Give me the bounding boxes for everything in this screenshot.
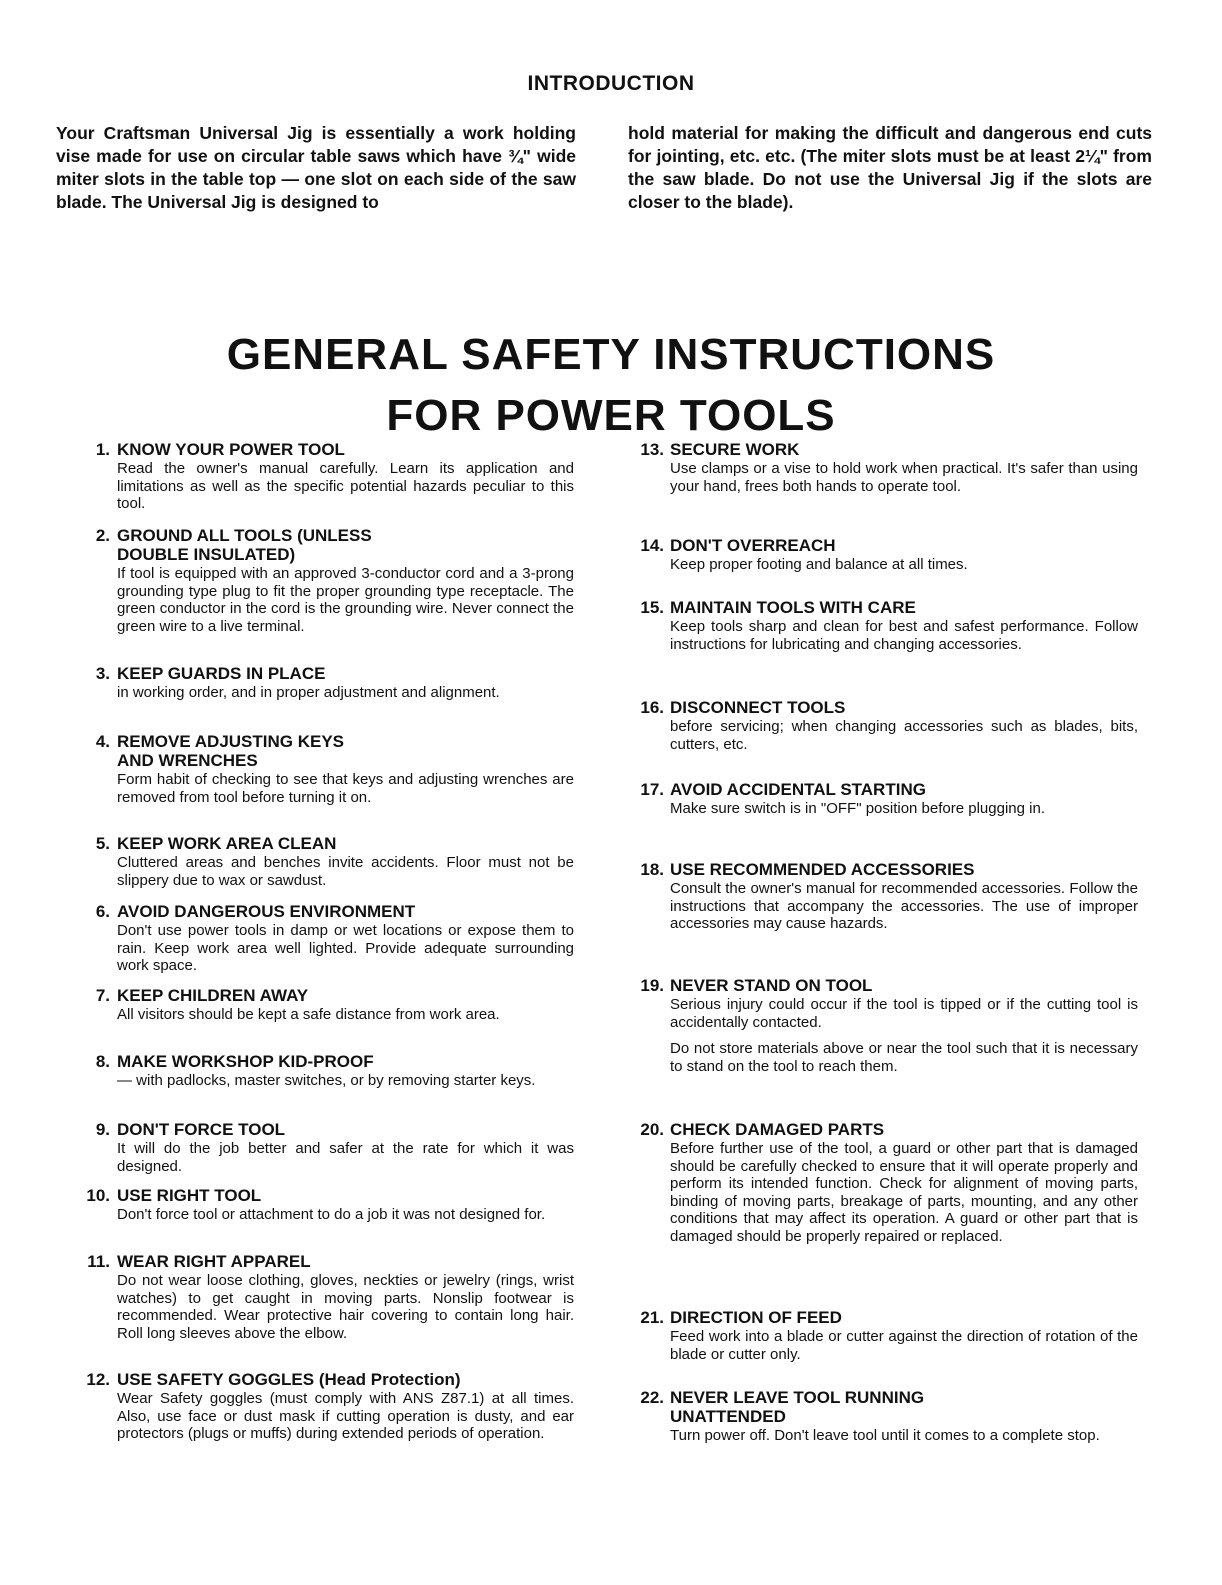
item-body: Use clamps or a vise to hold work when practical. It's safer than using your hand, frees both hands to operate tool. (670, 460, 1138, 495)
page-title-line-1: GENERAL SAFETY INSTRUCTIONS (226, 330, 996, 379)
item-heading: WEAR RIGHT APPAREL (117, 1252, 311, 1271)
item-heading: KEEP GUARDS IN PLACE (117, 664, 326, 683)
item-body: Read the owner's manual carefully. Learn its application and limitations as well as the specific potential hazards peculiar to this tool. (117, 460, 574, 512)
safety-item (628, 1120, 1138, 1245)
intro-title: INTRODUCTION (527, 72, 695, 95)
item-body: All visitors should be kept a safe distance from work area. (117, 1006, 500, 1023)
item-heading: AVOID ACCIDENTAL STARTING (670, 780, 926, 799)
safety-item (78, 1052, 574, 1090)
item-heading: NEVER LEAVE TOOL RUNNING UNATTENDED (670, 1388, 925, 1426)
safety-item (78, 664, 574, 702)
item-number: 18. (640, 860, 664, 879)
safety-item (628, 780, 1138, 818)
item-number: 1. (95, 440, 110, 459)
item-heading: USE SAFETY GOGGLES (Head Protection) (117, 1370, 461, 1389)
item-heading: DISCONNECT TOOLS (670, 698, 846, 717)
safety-item (628, 860, 1138, 933)
item-body: Serious injury could occur if the tool is tipped or if the cutting tool is accidentally contacted. (670, 996, 1138, 1031)
safety-item (628, 598, 1138, 653)
item-heading: KEEP WORK AREA CLEAN (117, 834, 337, 853)
safety-item (78, 1186, 574, 1224)
item-number: 21. (640, 1308, 664, 1327)
safety-item (78, 1370, 574, 1443)
item-heading: MAKE WORKSHOP KID-PROOF (117, 1052, 374, 1071)
item-number: 11. (87, 1252, 110, 1271)
safety-item (78, 1120, 574, 1175)
safety-item (78, 526, 574, 635)
item-number: 9. (95, 1120, 110, 1139)
item-heading: DON'T FORCE TOOL (117, 1120, 286, 1139)
safety-item (78, 440, 574, 513)
safety-item (628, 536, 1138, 574)
item-number: 14. (640, 536, 664, 555)
item-heading: AVOID DANGEROUS ENVIRONMENT (117, 902, 416, 921)
item-body: Don't use power tools in damp or wet locations or expose them to rain. Keep work area well lighted. Provide adequate surrounding work space. (117, 922, 574, 974)
item-body: Make sure switch is in "OFF" position before plugging in. (670, 800, 1045, 817)
intro-right-part-1: hold material for making the difficult and dangerous end cuts for jointing, etc. etc. (The miter slots must be at least 2¼" from the saw blade. (628, 123, 1152, 189)
item-number: 4. (95, 732, 110, 751)
item-body: Before further use of the tool, a guard or other part that is damaged should be carefully checked to ensure that it will operate properly and perform its intended function. Check for alignment of moving parts, binding of moving parts, breakage of parts, mounting, and any other conditions that may affect its operation. A guard or other part that is damaged should be properly repaired or replaced. (670, 1140, 1138, 1245)
item-heading: USE RIGHT TOOL (117, 1186, 262, 1205)
item-body: Wear Safety goggles (must comply with ANS Z87.1) at all times. Also, use face or dust mask if cutting operation is dusty, and ear protectors (plugs or muffs) during extended periods of operation. (117, 1390, 574, 1442)
item-heading: DIRECTION OF FEED (670, 1308, 842, 1327)
item-body: Keep tools sharp and clean for best and safest performance. Follow instructions for lubricating and changing accessories. (670, 618, 1138, 653)
item-heading: NEVER STAND ON TOOL (670, 976, 873, 995)
item-number: 10. (86, 1186, 110, 1205)
item-number: 3. (95, 664, 110, 683)
safety-item (78, 732, 574, 806)
item-number: 22. (640, 1388, 664, 1407)
safety-item (78, 834, 574, 889)
item-body: Cluttered areas and benches invite accidents. Floor must not be slippery due to wax or sawdust. (117, 854, 574, 889)
item-body: If tool is equipped with an approved 3-conductor cord and a 3-prong grounding type plug to fit the proper grounding type receptacle. The green conductor in the cord is the grounding wire. Never connect the green wire to a live terminal. (117, 565, 574, 635)
item-heading: REMOVE ADJUSTING KEYS AND WRENCHES (117, 732, 345, 770)
item-body-extra: Do not store materials above or near the tool such that it is necessary to stand on the tool to reach them. (670, 1040, 1138, 1075)
item-number: 20. (640, 1120, 664, 1139)
item-number: 2. (95, 526, 110, 545)
safety-item (78, 1252, 574, 1342)
item-number: 13. (640, 440, 664, 459)
item-body: Feed work into a blade or cutter against the direction of rotation of the blade or cutter only. (670, 1328, 1138, 1363)
item-number: 8. (95, 1052, 110, 1071)
item-body: It will do the job better and safer at the rate for which it was designed. (117, 1140, 574, 1175)
item-heading: USE RECOMMENDED ACCESSORIES (670, 860, 975, 879)
item-heading: KNOW YOUR POWER TOOL (117, 440, 345, 459)
safety-item (628, 1308, 1138, 1363)
safety-item (78, 902, 574, 975)
item-number: 12. (86, 1370, 110, 1389)
item-number: 7. (95, 986, 110, 1005)
safety-item (628, 976, 1138, 1075)
item-body: Consult the owner's manual for recommended accessories. Follow the instructions that accompany the accessories. The use of improper accessories may cause hazards. (670, 880, 1138, 932)
item-number: 5. (95, 834, 110, 853)
item-body: Keep proper footing and balance at all times. (670, 556, 968, 573)
safety-item (628, 1388, 1138, 1445)
safety-item (628, 698, 1138, 753)
item-number: 16. (640, 698, 664, 717)
item-number: 19. (640, 976, 664, 995)
item-heading: DON'T OVERREACH (670, 536, 836, 555)
safety-item (78, 986, 574, 1024)
intro-warning: Do not use the Universal Jig (762, 169, 1015, 189)
safety-item (628, 440, 1138, 495)
item-body: before servicing; when changing accessories such as blades, bits, cutters, etc. (670, 718, 1138, 753)
item-heading: CHECK DAMAGED PARTS (670, 1120, 885, 1139)
item-heading: GROUND ALL TOOLS (UNLESS DOUBLE INSULATED) (117, 526, 372, 564)
item-body: Don't force tool or attachment to do a job it was not designed for. (117, 1206, 546, 1223)
intro-left-text: Your Craftsman Universal Jig is essentially a work holding vise made for use on circular table saws which have ¾" wide miter slots in the table top — one slot on each side of the saw blade. The Universal Jig is designed to (56, 123, 576, 212)
item-heading: MAINTAIN TOOLS WITH CARE (670, 598, 916, 617)
item-body: in working order, and in proper adjustment and alignment. (117, 684, 500, 701)
item-number: 15. (640, 598, 664, 617)
item-heading: KEEP CHILDREN AWAY (117, 986, 309, 1005)
item-number: 6. (95, 902, 110, 921)
item-body: Turn power off. Don't leave tool until it comes to a complete stop. (670, 1427, 1100, 1444)
item-body: Form habit of checking to see that keys and adjusting wrenches are removed from tool before turning it on. (117, 771, 574, 806)
item-heading: SECURE WORK (670, 440, 800, 459)
page-title-line-2: FOR POWER TOOLS (386, 391, 836, 440)
item-body: — with padlocks, master switches, or by removing starter keys. (117, 1072, 536, 1089)
intro-right-text (628, 122, 1152, 214)
item-body: Do not wear loose clothing, gloves, neckties or jewelry (rings, wrist watches) to get caught in moving parts. Nonslip footwear is recommended. Wear protective hair covering to contain long hair. Roll long sleeves above the elbow. (117, 1272, 574, 1342)
item-number: 17. (640, 780, 664, 799)
intro-right-part-3: if the slots are closer to the blade). (628, 169, 1153, 212)
